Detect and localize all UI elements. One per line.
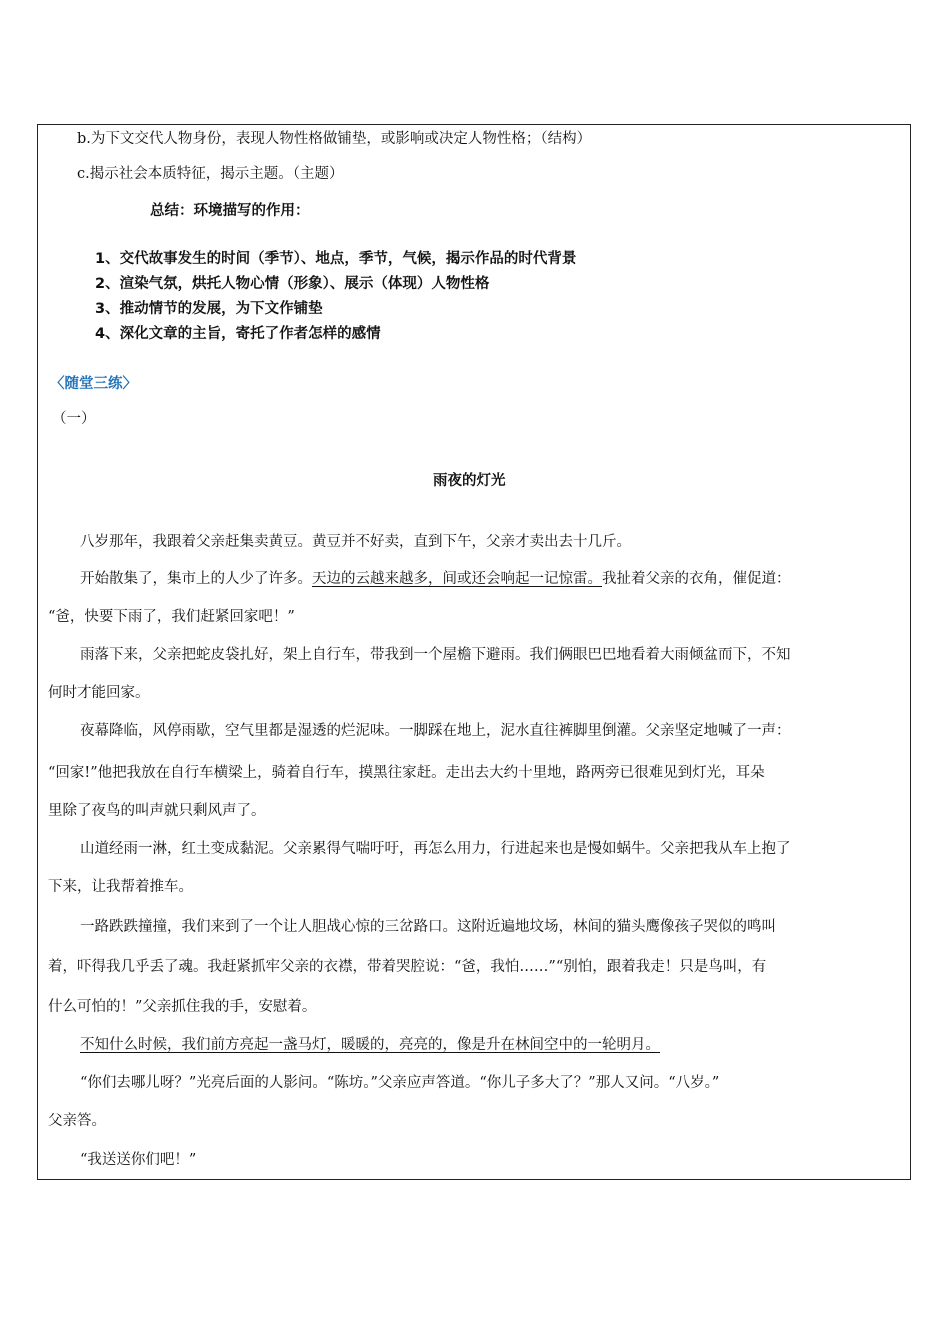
summary-heading: 总结：环境描写的作用： <box>150 203 310 219</box>
story-paragraph-6: 一路跌跌撞撞，我们来到了一个让人胆战心惊的三岔路口。这附近遍地坟场，林间的猫头鹰像孩子哭似的鸣叫 <box>80 919 776 935</box>
intro-c: c.揭示社会本质特征，揭示主题。（主题） <box>77 166 344 182</box>
story-paragraph-8: “你们去哪儿呀？”光亮后面的人影问。“陈坊。”父亲应声答道。“你儿子多大了？”那人又问。“八岁。” <box>80 1075 720 1091</box>
story-paragraph-6-line-2: 着，吓得我几乎丢了魂。我赶紧抓牢父亲的衣襟，带着哭腔说：“爸，我怕……”“别怕，跟着我走！只是鸟叫，有 <box>48 959 767 975</box>
story-paragraph-6-line-3: 什么可怕的！”父亲抓住我的手，安慰着。 <box>48 999 317 1015</box>
underlined-sentence: 天边的云越来越多，间或还会响起一记惊雷。 <box>312 571 602 587</box>
story-paragraph-5: 山道经雨一淋，红土变成黏泥。父亲累得气喘吁吁，再怎么用力，行进起来也是慢如蜗牛。父亲把我从车上抱了 <box>80 841 791 857</box>
paragraph-text: 我扯着父亲的衣角，催促道： <box>602 571 791 587</box>
story-paragraph-8-line-2: 父亲答。 <box>48 1113 106 1129</box>
practice-part: （一） <box>52 411 96 427</box>
story-paragraph-1: 八岁那年，我跟着父亲赶集卖黄豆。黄豆并不好卖，直到下午，父亲才卖出去十几斤。 <box>80 534 631 550</box>
intro-b: b.为下文交代人物身份，表现人物性格做铺垫，或影响或决定人物性格；（结构） <box>77 131 592 147</box>
story-paragraph-2 <box>80 569 791 589</box>
practice-label: 〈随堂三练〉 <box>50 376 137 392</box>
summary-item-3: 3、推动情节的发展，为下文作铺垫 <box>95 301 323 317</box>
summary-item-4: 4、深化文章的主旨，寄托了作者怎样的感情 <box>95 326 381 342</box>
story-paragraph-4-line-3: 里除了夜鸟的叫声就只剩风声了。 <box>48 803 266 819</box>
story-paragraph-7-underlined: 不知什么时候，我们前方亮起一盏马灯，暖暖的，亮亮的，像是升在林间空中的一轮明月。 <box>80 1037 660 1053</box>
story-paragraph-4-line-2: “回家!”他把我放在自行车横梁上，骑着自行车，摸黑往家赶。走出去大约十里地，路两旁已很难见到灯光，耳朵 <box>48 765 765 781</box>
story-title: 雨夜的灯光 <box>433 473 506 489</box>
story-paragraph-4: 夜幕降临，风停雨歇，空气里都是湿透的烂泥味。一脚踩在地上，泥水直往裤脚里倒灌。父亲坚定地喊了一声： <box>80 723 791 739</box>
story-paragraph-9: “我送送你们吧！” <box>80 1152 197 1168</box>
story-paragraph-3-line-2: 何时才能回家。 <box>48 685 150 701</box>
story-paragraph-5-line-2: 下来，让我帮着推车。 <box>48 879 193 895</box>
summary-item-1: 1、交代故事发生的时间（季节）、地点，季节，气候，揭示作品的时代背景 <box>95 251 577 267</box>
summary-item-2: 2、渲染气氛，烘托人物心情（形象）、展示（体现）人物性格 <box>95 276 490 292</box>
story-paragraph-2-line-2: “爸，快要下雨了，我们赶紧回家吧！” <box>48 609 295 625</box>
story-paragraph-3: 雨落下来，父亲把蛇皮袋扎好，架上自行车，带我到一个屋檐下避雨。我们俩眼巴巴地看着大雨倾盆而下，不知 <box>80 647 791 663</box>
paragraph-text: 开始散集了，集市上的人少了许多。 <box>80 571 312 587</box>
